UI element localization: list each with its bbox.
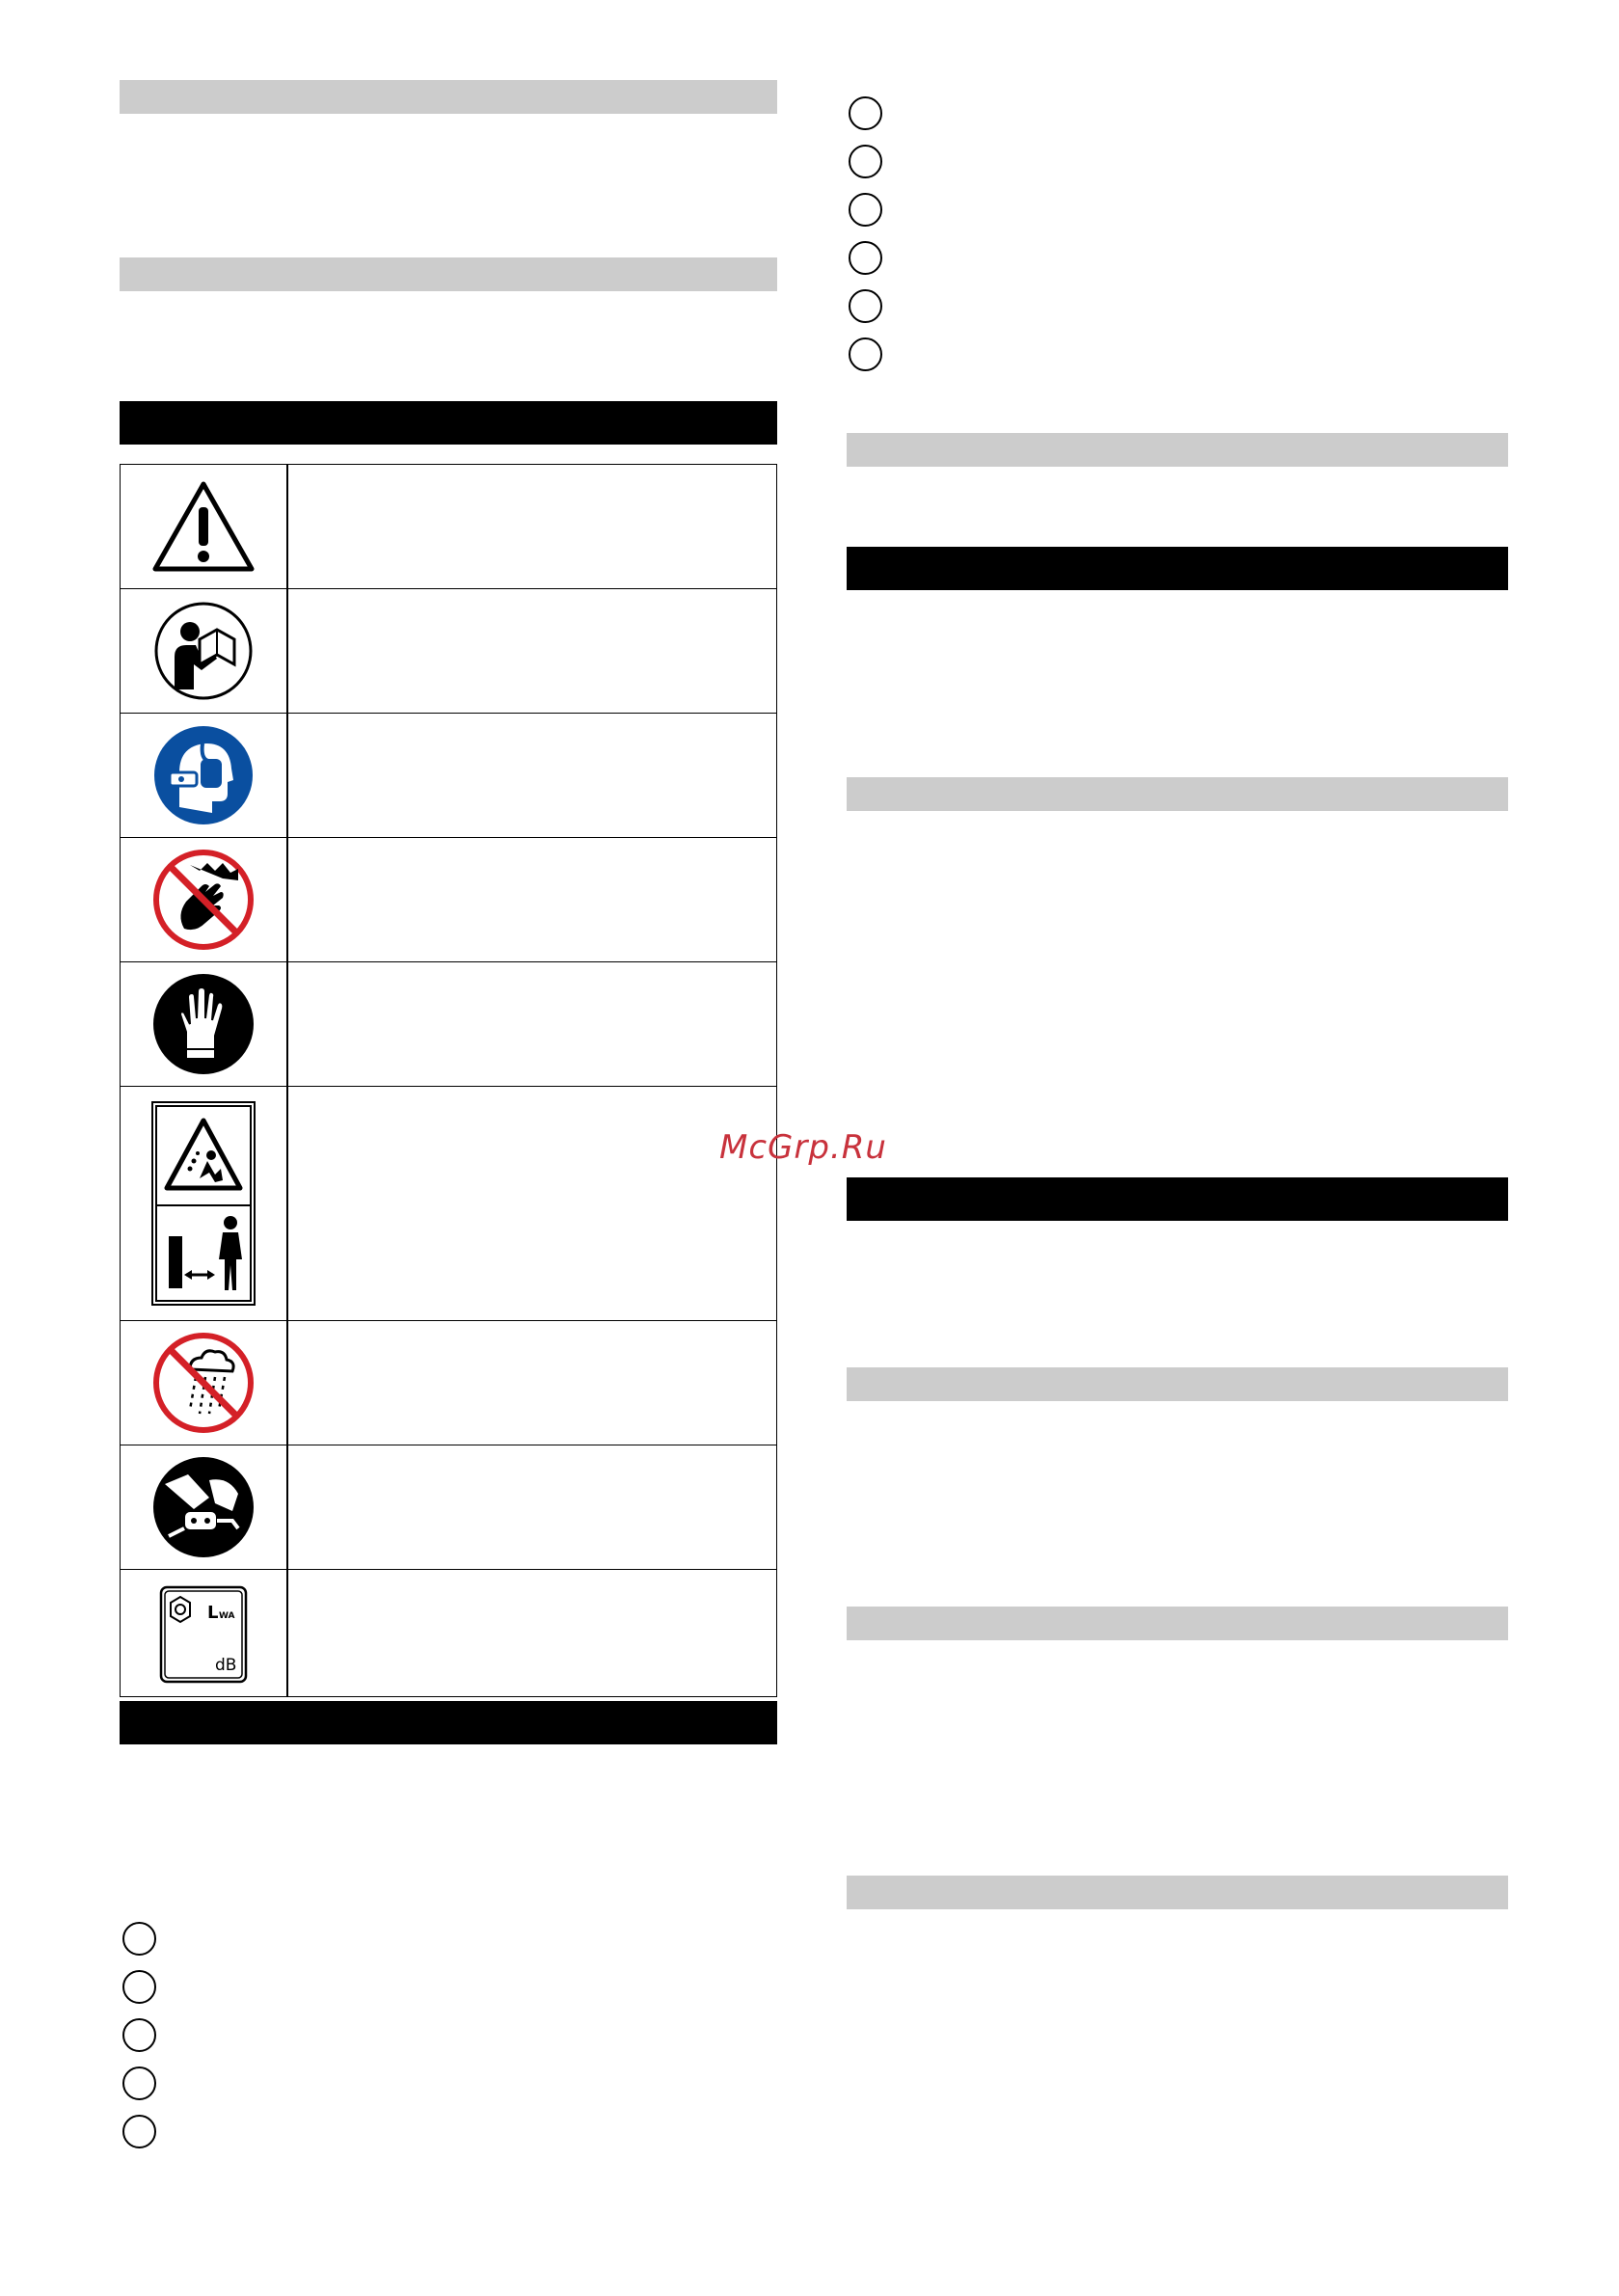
- callout-circle: [849, 289, 882, 323]
- callout-circle: [849, 145, 882, 178]
- disconnect-plug-icon: [151, 1455, 256, 1559]
- section-title-bar: [120, 1701, 777, 1744]
- table-row: [121, 465, 776, 589]
- section-header-bar: [847, 433, 1508, 467]
- callout-circle: [849, 241, 882, 275]
- section-header-bar: [847, 777, 1508, 811]
- gloves-icon: [151, 972, 256, 1076]
- callout-circle: [122, 2115, 156, 2148]
- sound-level-unit-label: dB: [215, 1655, 237, 1675]
- callout-circle: [849, 193, 882, 227]
- section-title-bar: [120, 401, 777, 445]
- section-title-bar: [847, 547, 1508, 590]
- section-title-bar: [847, 1177, 1508, 1221]
- section-header-bar: [847, 1367, 1508, 1401]
- section-header-bar: [120, 80, 777, 114]
- callout-circle: [849, 96, 882, 130]
- table-row: [121, 838, 776, 962]
- section-header-bar: [120, 257, 777, 291]
- section-header-bar: [847, 1607, 1508, 1640]
- flying-debris-distance-icon: [151, 1101, 256, 1306]
- sound-level-main-label: L: [207, 1602, 219, 1623]
- callout-circle: [122, 2066, 156, 2100]
- eye-ear-protection-icon: [152, 724, 255, 826]
- table-row: [121, 1321, 776, 1445]
- callout-circle: [122, 1970, 156, 2004]
- section-header-bar: [847, 1876, 1508, 1909]
- watermark: McGrp.Ru: [719, 1128, 887, 1167]
- sound-level-sub-label: WA: [219, 1610, 235, 1621]
- callout-circle: [849, 338, 882, 371]
- table-row: [121, 1445, 776, 1570]
- callout-circle: [122, 2018, 156, 2052]
- no-rain-icon: [151, 1331, 256, 1435]
- no-hands-blade-icon: [151, 848, 256, 952]
- read-manual-icon: [153, 601, 254, 701]
- sound-power-level-icon: [159, 1585, 248, 1684]
- warning-triangle-icon: [151, 480, 256, 573]
- table-row: [121, 589, 776, 714]
- symbols-table: [120, 464, 777, 1697]
- table-row: [121, 1570, 776, 1698]
- callout-circle: [122, 1922, 156, 1956]
- table-row: [121, 1087, 776, 1321]
- table-row: [121, 714, 776, 838]
- table-row: [121, 962, 776, 1087]
